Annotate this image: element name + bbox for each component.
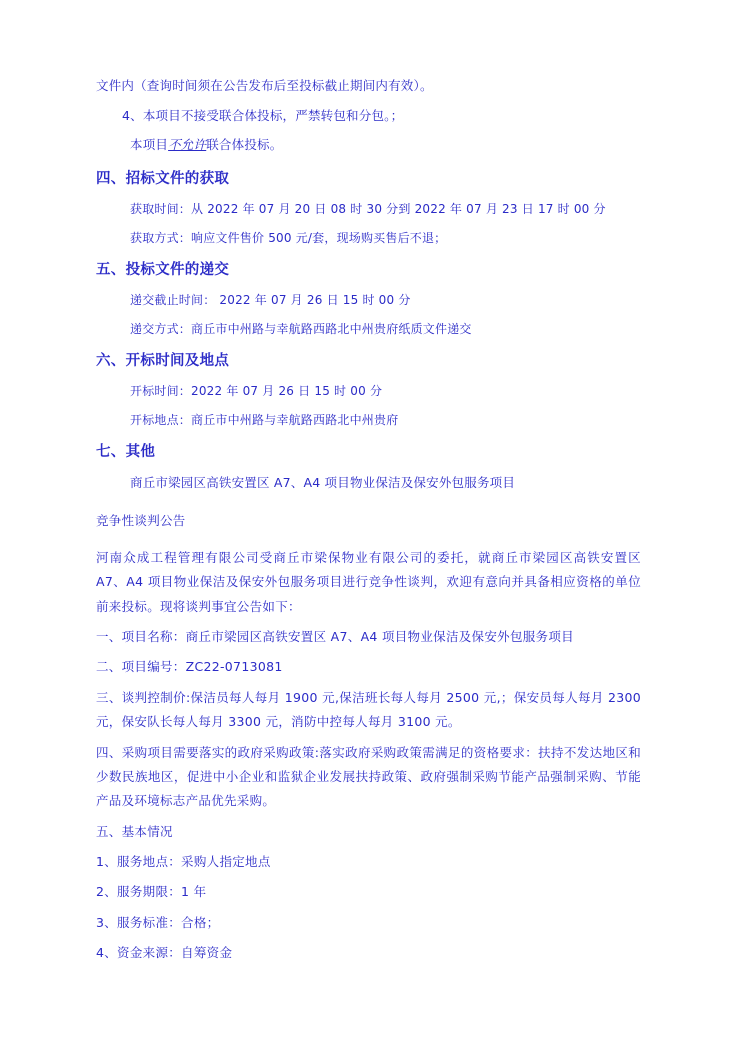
top-line-1: 文件内（查询时间须在公告发布后至投标截止期间内有效）。 bbox=[96, 78, 433, 93]
no-consortium-line bbox=[96, 137, 641, 153]
basics-item-1: 1、服务地点：采购人指定地点 bbox=[96, 854, 271, 869]
announcement-item-3: 三、谈判控制价:保洁员每人每月 1900 元,保洁班长每人每月 2500 元,；保安员每人每月 2300 元，保安队长每人每月 3300 元，消防中控每人每月 3100 元。 bbox=[96, 689, 641, 730]
no-consortium-emphasis: 不允许 bbox=[168, 137, 207, 153]
section-4-item-1: 获取时间：从 2022 年 07 月 20 日 08 时 30 分到 2022 年 07 月 23 日 17 时 00 分 bbox=[130, 201, 606, 216]
announcement-intro: 河南众成工程管理有限公司受商丘市梁保物业有限公司的委托，就商丘市梁园区高铁安置区 A7、A4 项目物业保洁及保安外包服务项目进行竞争性谈判，欢迎有意向并具备相应资格的单位前来投标。现将谈判事宜公告如下： bbox=[96, 549, 641, 614]
section-5-item-2: 递交方式：商丘市中州路与幸航路西路北中州贵府纸质文件递交 bbox=[130, 321, 472, 336]
no-consortium-prefix: 本项目 bbox=[130, 137, 169, 153]
section-heading-4: 四、招标文件的获取 bbox=[96, 170, 230, 187]
basics-item-3: 3、服务标准：合格； bbox=[96, 914, 220, 930]
no-consortium-suffix: 联合体投标。 bbox=[206, 137, 283, 153]
basics-item-4: 4、资金来源：自筹资金 bbox=[96, 945, 233, 961]
announcement-block bbox=[96, 511, 641, 966]
section-heading-6: 六、开标时间及地点 bbox=[96, 352, 230, 369]
announcement-title: 竞争性谈判公告 bbox=[96, 512, 186, 528]
announcement-item-1: 一、项目名称：商丘市梁园区高铁安置区 A7、A4 项目物业保洁及保安外包服务项目 bbox=[96, 629, 574, 644]
top-line-2: 4、本项目不接受联合体投标，严禁转包和分包。； bbox=[122, 107, 404, 123]
section-6-item-1: 开标时间：2022 年 07 月 26 日 15 时 00 分 bbox=[130, 383, 383, 398]
section-6-item-2: 开标地点：商丘市中州路与幸航路西路北中州贵府 bbox=[130, 412, 399, 427]
section-4-item-2: 获取方式：响应文件售价 500 元/套，现场购买售后不退； bbox=[130, 230, 447, 245]
section-5-item-1: 递交截止时间： 2022 年 07 月 26 日 15 时 00 分 bbox=[130, 292, 411, 307]
section-heading-5: 五、投标文件的递交 bbox=[96, 261, 230, 278]
announcement-item-2: 二、项目编号：ZC22-0713081 bbox=[96, 659, 283, 675]
section-7-item-1: 商丘市梁园区高铁安置区 A7、A4 项目物业保洁及保安外包服务项目 bbox=[130, 474, 516, 490]
announcement-item-5: 五、基本情况 bbox=[96, 823, 173, 839]
section-heading-7: 七、其他 bbox=[96, 443, 156, 460]
basics-item-2: 2、服务期限：1 年 bbox=[96, 884, 207, 900]
announcement-item-4: 四、采购项目需要落实的政府采购政策:落实政府采购政策需满足的资格要求：扶持不发达地区和少数民族地区，促进中小企业和监狱企业发展扶持政策、政府强制采购节能产品强制采购、节能产品及环境标志产品优先采购。 bbox=[96, 744, 641, 809]
